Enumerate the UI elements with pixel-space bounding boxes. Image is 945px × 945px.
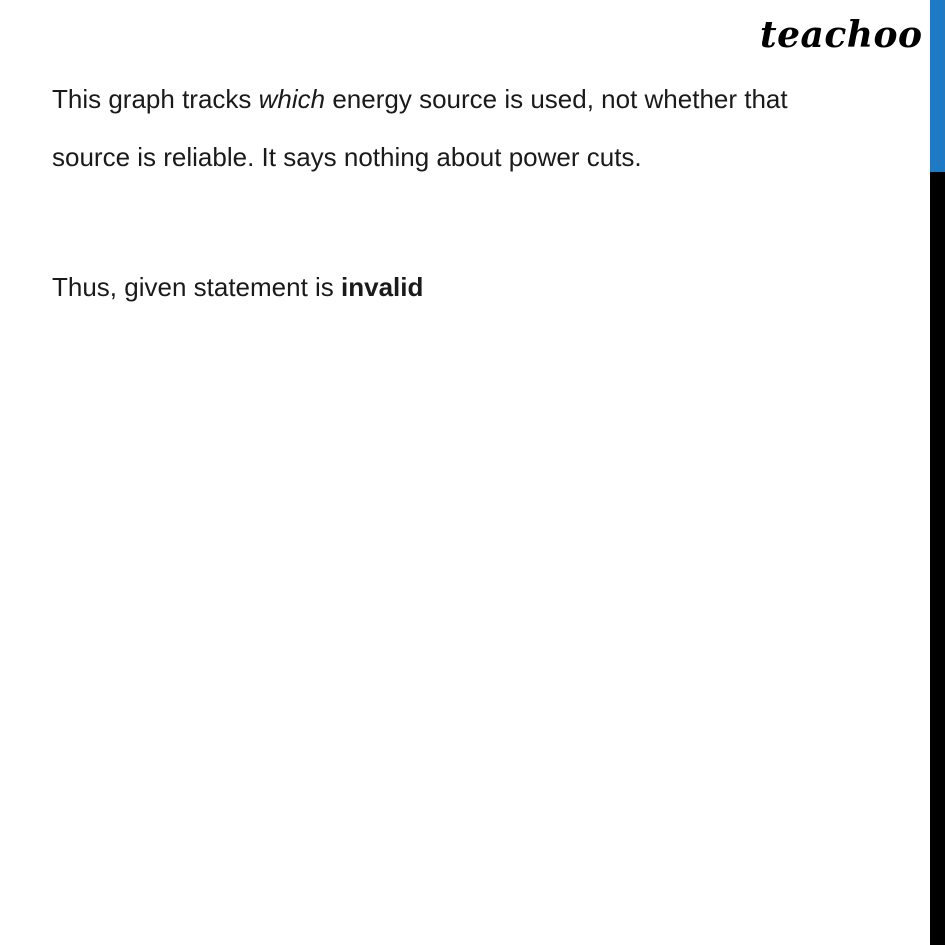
side-bar-accent [930,0,945,172]
conclusion-text: Thus, given statement is [52,272,342,302]
teachoo-logo: teachoo [760,14,923,56]
explanation-line-1 [52,70,912,128]
explanation-text [52,70,912,316]
line1-text-end: energy source is used, not whether that [325,84,788,114]
line1-italic-word: which [258,84,326,114]
conclusion-verdict: invalid [341,272,424,302]
conclusion-line [52,258,912,316]
line1-text-start: This graph tracks [52,84,259,114]
paragraph-spacer [52,186,912,258]
right-side-bar [930,0,945,945]
explanation-line-2: source is reliable. It says nothing about power cuts. [52,142,642,172]
